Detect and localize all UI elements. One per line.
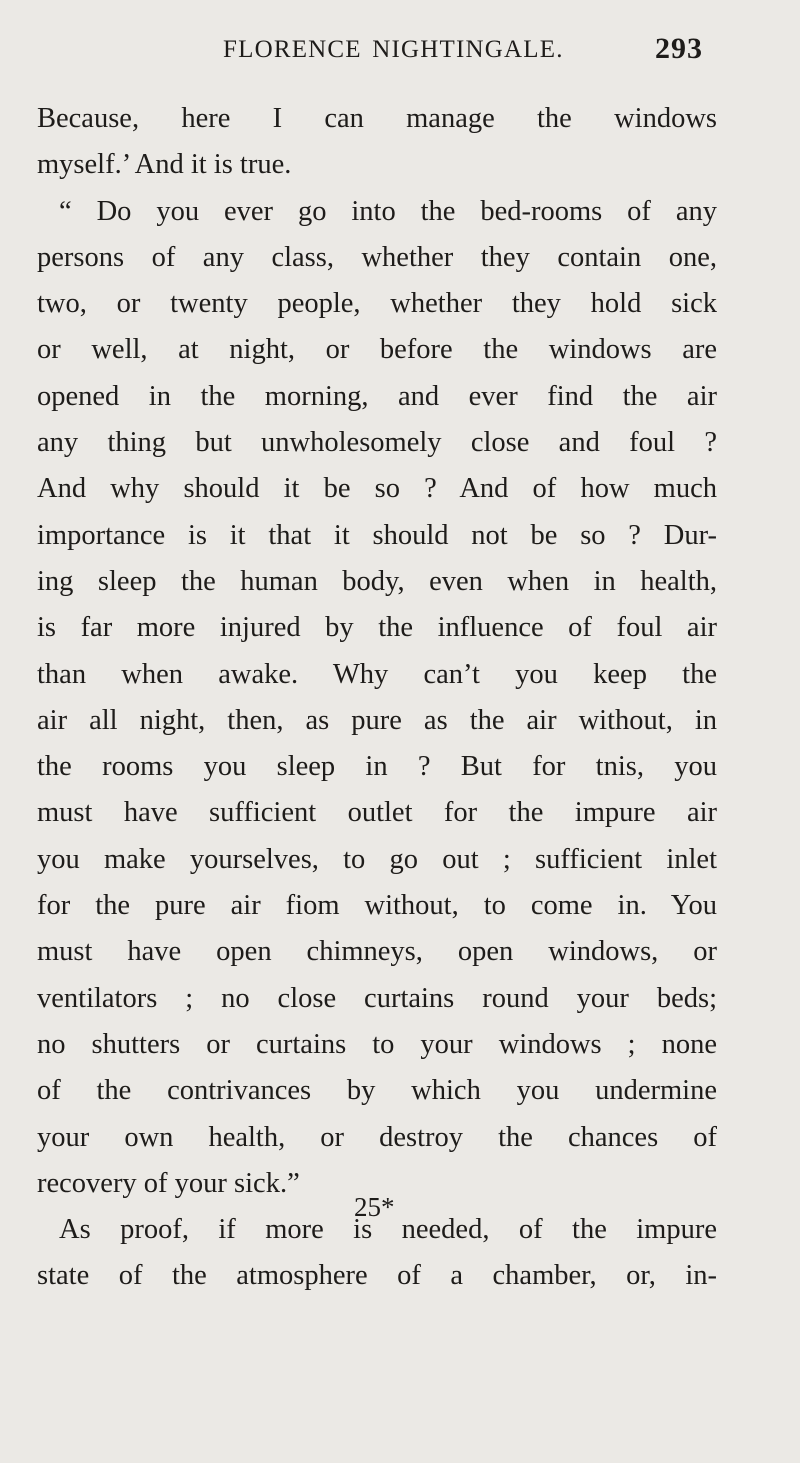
text-line: recovery of your sick.” [37, 1167, 300, 1199]
text-line: Because, here I can manage the windows [37, 103, 717, 134]
text-line: any thing but unwholesomely close and foul ? [37, 427, 717, 459]
text-line: must have sufficient outlet for the impure air [37, 797, 717, 829]
text-line: air all night, then, as pure as the air without, in [37, 704, 717, 736]
text-line: or well, at night, or before the windows are [37, 334, 717, 366]
text-line: importance is it that it should not be so ? Dur- [37, 519, 717, 551]
text-line: no shutters or curtains to your windows ; none [37, 1028, 717, 1060]
text-line: than when awake. Why can’t you keep the [37, 658, 717, 690]
text-line: As proof, if more is needed, of the impure [59, 1214, 717, 1246]
text-line: two, or twenty people, whether they hold sick [37, 288, 717, 320]
text-line: And why should it be so ? And of how much [37, 473, 717, 505]
text-line: state of the atmosphere of a chamber, or, in- [37, 1260, 717, 1292]
text-line: ing sleep the human body, even when in health, [37, 565, 717, 597]
text-line: “ Do you ever go into the bed-rooms of any [59, 195, 717, 227]
running-title: FLORENCE NIGHTINGALE. [223, 36, 564, 63]
body-text [37, 96, 717, 1300]
text-line: must have open chimneys, open windows, or [37, 936, 717, 968]
text-line: you make yourselves, to go out ; sufficient inlet [37, 843, 717, 875]
text-line: of the contrivances by which you undermine [37, 1075, 717, 1107]
page-number: 293 [655, 32, 703, 65]
text-line: your own health, or destroy the chances of [37, 1121, 717, 1153]
text-line: for the pure air fiom without, to come in. You [37, 890, 717, 922]
text-line: myself.’ And it is true. [37, 149, 292, 181]
signature-mark: 25* [354, 1192, 395, 1222]
text-line: the rooms you sleep in ? But for tnis, you [37, 751, 717, 783]
text-line: ventilators ; no close curtains round your beds; [37, 982, 717, 1014]
running-head [0, 32, 800, 72]
text-line: opened in the morning, and ever find the air [37, 380, 717, 412]
text-line: persons of any class, whether they contain one, [37, 241, 717, 273]
text-line: is far more injured by the influence of foul air [37, 612, 717, 644]
